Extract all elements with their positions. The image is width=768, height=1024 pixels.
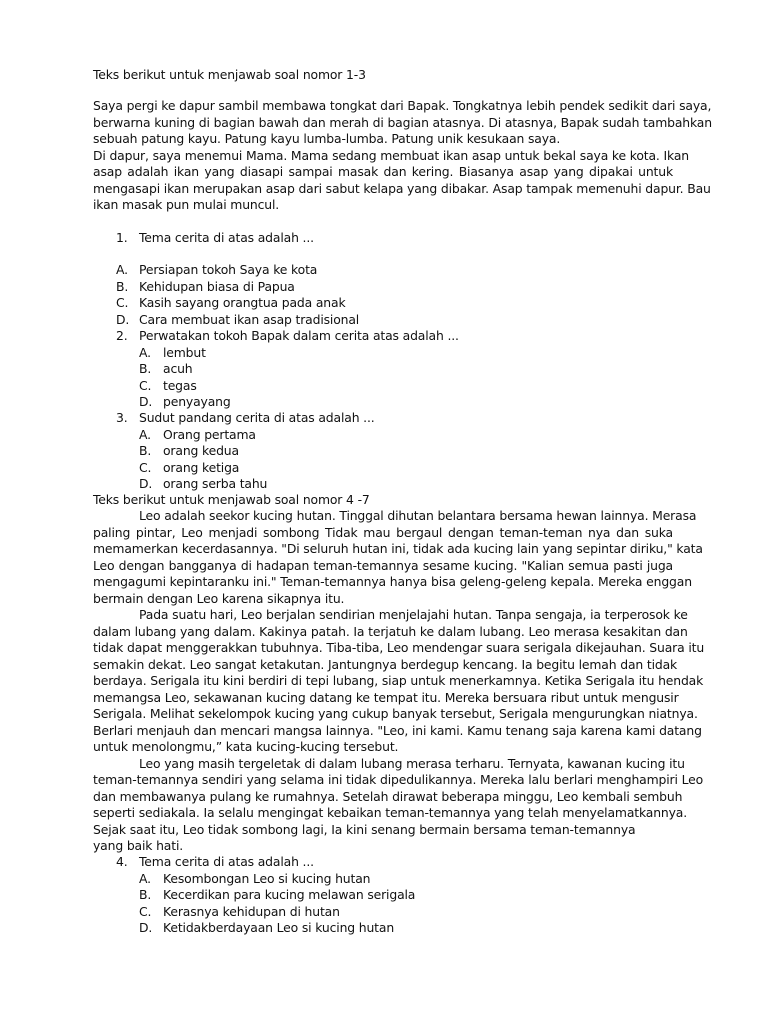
question-text: Sudut pandang cerita di atas adalah ...	[139, 410, 375, 425]
option-text: orang kedua	[163, 443, 239, 458]
option-letter: C.	[139, 378, 152, 393]
option-letter: A.	[116, 262, 128, 277]
option-text: acuh	[163, 361, 193, 376]
story2-line: semakin dekat. Leo sangat ketakutan. Jantungnya berdegup kencang. Ia begitu lemah dan tidak	[93, 657, 678, 672]
story1-line: sebuah patung kayu. Patung kayu lumba-lumba. Patung unik kesukaan saya.	[93, 131, 561, 146]
question-text: Perwatakan tokoh Bapak dalam cerita atas adalah ...	[139, 328, 459, 343]
option-letter: B.	[139, 361, 152, 376]
option-letter: D.	[116, 312, 130, 327]
option-letter: B.	[116, 279, 129, 294]
option-text: Kehidupan biasa di Papua	[139, 279, 295, 294]
story2-line: berdaya. Serigala itu kini berdiri di tepi lubang, siap untuk menerkamnya. Ketika Serigala itu hendak	[93, 673, 704, 688]
story2-line: Berlari menjauh dan mencari mangsa lainnya. "Leo, ini kami. Kamu tenang saja karena kami datang	[93, 723, 702, 738]
story2-line: dalam lubang yang dalam. Kakinya patah. Ia terjatuh ke dalam lubang. Leo merasa kesakitan dan	[93, 624, 688, 639]
option-letter: B.	[139, 443, 152, 458]
section-heading-2: Teks berikut untuk menjawab soal nomor 4 -7	[93, 492, 370, 507]
question-number: 1.	[116, 230, 128, 245]
option-text: tegas	[163, 378, 197, 393]
question-number: 2.	[116, 328, 128, 343]
story2-line: tidak dapat menggerakkan tubuhnya. Tiba-tiba, Leo mendengar suara serigala dikejauhan. Suara itu	[93, 640, 705, 655]
section-heading-1: Teks berikut untuk menjawab soal nomor 1-3	[93, 67, 366, 82]
option-text: Cara membuat ikan asap tradisional	[139, 312, 360, 327]
option-text: Persiapan tokoh Saya ke kota	[139, 262, 318, 277]
option-letter: C.	[139, 904, 152, 919]
story1-line: Di dapur, saya menemui Mama. Mama sedang membuat ikan asap untuk bekal saya ke kota. Ikan	[93, 148, 689, 163]
option-text: Kesombongan Leo si kucing hutan	[163, 871, 371, 886]
story1-line: berwarna kuning di bagian bawah dan merah di bagian atasnya. Di atasnya, Bapak sudah tambahkan	[93, 115, 712, 130]
story2-line: seperti sediakala. Ia selalu mengingat kebaikan teman-temannya yang telah menyelamatkannya.	[93, 805, 688, 820]
story2-line: Sejak saat itu, Leo tidak sombong lagi, Ia kini senang bermain bersama teman-temannya	[93, 822, 636, 837]
option-text: Orang pertama	[163, 427, 256, 442]
story2-line: Serigala. Melihat sekelompok kucing yang cukup banyak tersebut, Serigala mengurungkan niatnya.	[93, 706, 698, 721]
story2-line: Leo adalah seekor kucing hutan. Tinggal dihutan belantara bersama hewan lainnya. Merasa	[139, 508, 697, 523]
story1-line: Saya pergi ke dapur sambil membawa tongkat dari Bapak. Tongkatnya lebih pendek sedikit dari saya,	[93, 98, 712, 113]
story2-line: untuk menolongmu,” kata kucing-kucing tersebut.	[93, 739, 399, 754]
option-text: Kecerdikan para kucing melawan serigala	[163, 887, 416, 902]
option-letter: C.	[116, 295, 129, 310]
story2-line: teman-temannya sendiri yang selama ini tidak dipedulikannya. Mereka lalu berlari menghampiri Leo	[93, 772, 704, 787]
story1-line: asap adalah ikan yang diasapi sampai masak dan kering. Biasanya asap yang dipakai untuk	[93, 164, 673, 179]
story2-line: yang baik hati.	[93, 838, 184, 853]
option-text: orang ketiga	[163, 460, 240, 475]
option-letter: A.	[139, 345, 151, 360]
option-letter: A.	[139, 427, 151, 442]
option-text: penyayang	[163, 394, 231, 409]
story2-line: dan membawanya pulang ke rumahnya. Setelah dirawat beberapa minggu, Leo kembali sembuh	[93, 789, 683, 804]
option-text: Kasih sayang orangtua pada anak	[139, 295, 346, 310]
question-text: Tema cerita di atas adalah ...	[139, 230, 314, 245]
option-letter: C.	[139, 460, 152, 475]
option-text: Kerasnya kehidupan di hutan	[163, 904, 340, 919]
question-number: 3.	[116, 410, 128, 425]
story2-line: mengagumi kepintaranku ini." Teman-temannya hanya bisa geleng-geleng kepala. Mereka enggan	[93, 574, 692, 589]
option-letter: B.	[139, 887, 152, 902]
story1-line: ikan masak pun mulai muncul.	[93, 197, 280, 212]
question-number: 4.	[116, 854, 128, 869]
option-letter: A.	[139, 871, 151, 886]
option-letter: D.	[139, 394, 153, 409]
story2-line: memangsa Leo, sekawanan kucing datang ke tempat itu. Mereka bersuara ribut untuk mengusir	[93, 690, 679, 705]
option-text: lembut	[163, 345, 206, 360]
story2-line: paling pintar, Leo menjadi sombong Tidak mau bergaul dengan teman-teman nya dan suka	[93, 525, 673, 540]
question-text: Tema cerita di atas adalah ...	[139, 854, 314, 869]
option-text: Ketidakberdayaan Leo si kucing hutan	[163, 920, 395, 935]
story2-line: Leo yang masih tergeletak di dalam lubang merasa terharu. Ternyata, kawanan kucing itu	[139, 756, 685, 771]
story2-line: Leo dengan bangganya di hadapan teman-temannya sesame kucing. "Kalian semua pasti juga	[93, 558, 673, 573]
option-letter: D.	[139, 476, 153, 491]
story2-line: Pada suatu hari, Leo berjalan sendirian menjelajahi hutan. Tanpa sengaja, ia terperosok ke	[139, 607, 688, 622]
option-text: orang serba tahu	[163, 476, 268, 491]
story2-line: bermain dengan Leo karena sikapnya itu.	[93, 591, 345, 606]
story1-line: mengasapi ikan merupakan asap dari sabut kelapa yang dibakar. Asap tampak memenuhi dapur. Bau	[93, 181, 711, 196]
option-letter: D.	[139, 920, 153, 935]
story2-line: memamerkan kecerdasannya. "Di seluruh hutan ini, tidak ada kucing lain yang sepintar diriku," kata	[93, 541, 703, 556]
